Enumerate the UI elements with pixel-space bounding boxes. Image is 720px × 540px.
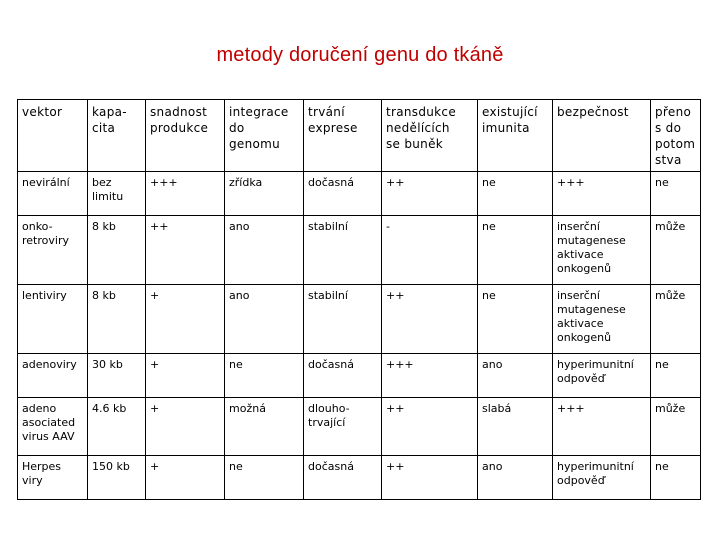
- table-cell: ne: [478, 216, 553, 285]
- header-cell: kapa- cita: [88, 100, 146, 172]
- table-cell: hyperimunitní odpověď: [553, 456, 651, 500]
- table-cell: může: [651, 285, 701, 354]
- table-cell: inserční mutagenese aktivace onkogenů: [553, 285, 651, 354]
- table-cell: nevirální: [18, 172, 88, 216]
- table-cell: +++: [382, 354, 478, 398]
- header-cell: integrace do genomu: [225, 100, 304, 172]
- table-cell: adenoviry: [18, 354, 88, 398]
- header-cell: transdukce nedělících se buněk: [382, 100, 478, 172]
- table-cell: 8 kb: [88, 285, 146, 354]
- table-cell: +++: [553, 172, 651, 216]
- table-cell: onko- retroviry: [18, 216, 88, 285]
- table-cell: ++: [382, 285, 478, 354]
- table-cell: dočasná: [304, 172, 382, 216]
- table-cell: ano: [478, 354, 553, 398]
- table-cell: bez limitu: [88, 172, 146, 216]
- table-cell: Herpes viry: [18, 456, 88, 500]
- table-cell: +: [146, 398, 225, 456]
- table-cell: ++: [382, 172, 478, 216]
- table-cell: ano: [225, 285, 304, 354]
- table-cell: slabá: [478, 398, 553, 456]
- table-cell: hyperimunitní odpověď: [553, 354, 651, 398]
- header-cell: trvání exprese: [304, 100, 382, 172]
- table-row: [18, 172, 701, 216]
- table-cell: 8 kb: [88, 216, 146, 285]
- table-cell: ne: [651, 354, 701, 398]
- table-row: [18, 456, 701, 500]
- table-cell: ne: [225, 354, 304, 398]
- table-cell: 30 kb: [88, 354, 146, 398]
- header-cell: vektor: [18, 100, 88, 172]
- table-cell: stabilní: [304, 216, 382, 285]
- table-cell: +++: [146, 172, 225, 216]
- table-cell: ne: [478, 172, 553, 216]
- table-cell: dočasná: [304, 456, 382, 500]
- table-cell: možná: [225, 398, 304, 456]
- table-cell: +: [146, 354, 225, 398]
- table-cell: dočasná: [304, 354, 382, 398]
- table-cell: ++: [382, 398, 478, 456]
- table-cell: zřídka: [225, 172, 304, 216]
- table-cell: -: [382, 216, 478, 285]
- table-cell: ne: [651, 456, 701, 500]
- table-cell: dlouho- trvající: [304, 398, 382, 456]
- table-cell: ne: [651, 172, 701, 216]
- table-cell: ano: [225, 216, 304, 285]
- table-row: [18, 216, 701, 285]
- table-cell: ++: [146, 216, 225, 285]
- table-cell: ano: [478, 456, 553, 500]
- table-cell: může: [651, 216, 701, 285]
- header-cell: bezpečnost: [553, 100, 651, 172]
- table-cell: +++: [553, 398, 651, 456]
- table-row: [18, 398, 701, 456]
- table-cell: 4.6 kb: [88, 398, 146, 456]
- header-cell: přeno s do potom stva: [651, 100, 701, 172]
- table-cell: ne: [225, 456, 304, 500]
- table-cell: ne: [478, 285, 553, 354]
- header-cell: existující imunita: [478, 100, 553, 172]
- table-cell: 150 kb: [88, 456, 146, 500]
- table-cell: +: [146, 285, 225, 354]
- table-row: [18, 354, 701, 398]
- table-row: [18, 285, 701, 354]
- table-cell: adeno asociated virus AAV: [18, 398, 88, 456]
- gene-delivery-table: [17, 99, 701, 500]
- page-title: metody doručení genu do tkáně: [216, 44, 504, 66]
- table-cell: inserční mutagenese aktivace onkogenů: [553, 216, 651, 285]
- table-cell: stabilní: [304, 285, 382, 354]
- table-header-row: [18, 100, 701, 172]
- table-cell: +: [146, 456, 225, 500]
- header-cell: snadnost produkce: [146, 100, 225, 172]
- table-cell: ++: [382, 456, 478, 500]
- table-cell: může: [651, 398, 701, 456]
- table-cell: lentiviry: [18, 285, 88, 354]
